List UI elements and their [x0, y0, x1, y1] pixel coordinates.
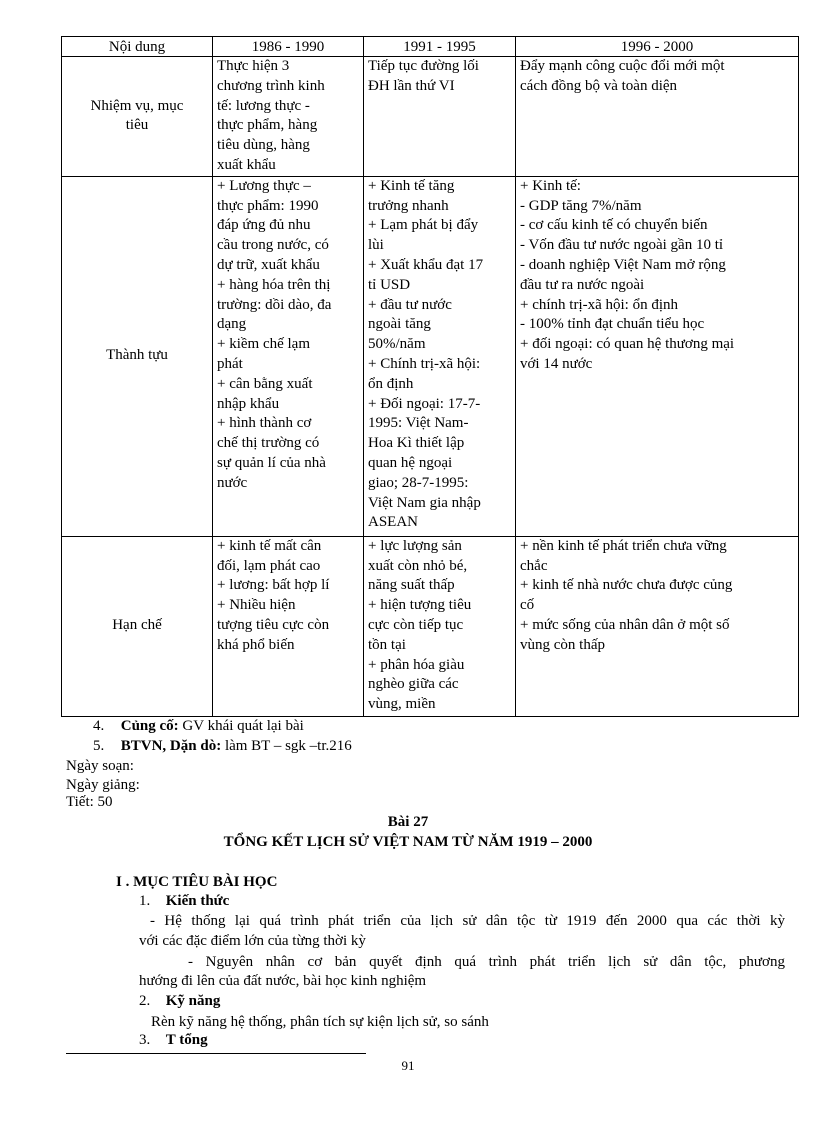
cell-list — [213, 57, 364, 177]
cell-line: vùng, miền — [368, 696, 436, 713]
header-cell: 1986 - 1990 — [213, 37, 364, 57]
subheading-ky-nang — [139, 993, 220, 1010]
cell-line: tiêu dùng, hàng — [217, 137, 310, 154]
cell-line: phát — [217, 355, 243, 372]
row-label-line: Nhiệm vụ, mục — [90, 97, 184, 114]
cell-list — [516, 57, 799, 177]
cell-line: ĐH lần thứ VI — [368, 77, 455, 94]
cell-line: + đầu tư nước — [368, 296, 452, 313]
cell-line: lùi — [368, 237, 384, 254]
ngay-soan: Ngày soạn: — [66, 758, 134, 774]
table-header-row — [62, 37, 799, 57]
item-bold-label: Củng cố: — [120, 718, 179, 734]
cell-line: thực phẩm, hàng — [217, 117, 318, 134]
table-row-thanh-tuu — [62, 176, 799, 536]
page-number: 91 — [401, 1058, 415, 1073]
cell-list — [516, 536, 799, 716]
cell-line: nghèo giữa các — [368, 676, 459, 693]
row-label-line: tiêu — [125, 117, 149, 134]
item-text: làm BT – sgk –tr.216 — [221, 738, 352, 754]
cell-line: + phân hóa giàu — [368, 656, 465, 673]
cell-line: nước — [217, 474, 248, 491]
cell-line: chế thị trường có — [217, 435, 320, 452]
row-label-nhiem-vu — [62, 57, 213, 177]
cell-line: xuất còn nhỏ bé, — [368, 557, 468, 574]
lesson-title: TỔNG KẾT LỊCH SỬ VIỆT NAM TỪ NĂM 1919 – 2000 — [223, 834, 593, 850]
cell-list — [516, 176, 799, 536]
cell-line: thực phẩm: 1990 — [217, 197, 319, 214]
cell-line: 1995: Việt Nam- — [368, 415, 469, 432]
cell-line: + hàng hóa trên thị — [217, 276, 331, 293]
list-item-4 — [93, 718, 304, 735]
paragraph-line: - Hệ thống lại quá trình phát triển của lịch sử dân tộc từ 1919 đến 2000 qua các thời kỳ — [150, 913, 785, 929]
cell-line: đối, lạm phát cao — [217, 557, 321, 574]
cell-line: ngoài tăng — [368, 316, 431, 333]
cell-line: + Lương thực – — [217, 177, 311, 194]
cell-line: tỉ USD — [368, 276, 411, 293]
cell-line: khá phổ biến — [217, 636, 295, 653]
tiet: Tiết: 50 — [66, 794, 113, 810]
cell-line: + Lạm phát bị đẩy — [368, 217, 479, 234]
item-text: GV khái quát lại bài — [178, 718, 304, 734]
cell-line: năng suất thấp — [368, 577, 455, 594]
cell-line: 50%/năm — [368, 336, 426, 353]
cell-list — [213, 176, 364, 536]
sub-number: 3. — [139, 1032, 151, 1048]
cell-line: + chính trị-xã hội: ổn định — [520, 296, 679, 313]
cell-line: Thực hiện 3 — [217, 58, 290, 74]
cell-line: xuất khẩu — [217, 156, 276, 173]
cell-line: giao; 28-7-1995: — [368, 474, 469, 491]
cell-line: cực còn tiếp tục — [368, 616, 464, 633]
cell-line: chương trình kinh — [217, 77, 325, 94]
cell-line: + kiềm chế lạm — [217, 336, 311, 353]
section-heading: I . MỤC TIÊU BÀI HỌC — [116, 874, 278, 890]
summary-table — [61, 36, 799, 717]
cell-line: Đẩy mạnh công cuộc đổi mới một — [520, 58, 725, 74]
paragraph-line: với các đặc điểm lớn của từng thời kỳ — [139, 933, 366, 949]
cell-line: + hiện tượng tiêu — [368, 597, 472, 614]
cell-line: + lương: bất hợp lí — [217, 577, 330, 594]
sub-number: 2. — [139, 993, 151, 1009]
cell-line: vùng còn thấp — [520, 636, 605, 653]
subheading-thai-do — [139, 1032, 208, 1049]
cell-line: Việt Nam gia nhập — [368, 494, 481, 511]
cell-line: ổn định — [368, 375, 414, 392]
cell-line: đáp ứng đủ nhu — [217, 217, 311, 234]
cell-line: + Kinh tế: — [520, 177, 581, 194]
cell-line: - doanh nghiệp Việt Nam mở rộng — [520, 256, 726, 273]
cell-line: đầu tư ra nước ngoài — [520, 276, 645, 293]
cell-line: với 14 nước — [520, 355, 593, 372]
cell-line: - 100% tỉnh đạt chuẩn tiểu học — [520, 316, 705, 333]
row-label-thanh-tuu: Thành tựu — [62, 176, 213, 536]
cell-line: + lực lượng sản — [368, 537, 462, 554]
cell-line: Hoa Kì thiết lập — [368, 435, 465, 452]
table-row-han-che — [62, 536, 799, 716]
cell-line: trưởng nhanh — [368, 197, 449, 214]
cell-line: + nền kinh tế phát triển chưa vững — [520, 537, 727, 554]
cell-line: quan hệ ngoại — [368, 454, 453, 471]
cell-line: + Chính trị-xã hội: — [368, 355, 481, 372]
cell-list — [364, 536, 516, 716]
cell-list — [364, 176, 516, 536]
item-bold-label: BTVN, Dặn dò: — [120, 738, 222, 754]
cell-line: tế: lương thực - — [217, 97, 310, 114]
header-cell: 1996 - 2000 — [516, 37, 799, 57]
cell-line: + hình thành cơ — [217, 415, 312, 432]
cell-line: + Xuất khẩu đạt 17 — [368, 256, 484, 273]
cell-list — [364, 57, 516, 177]
cell-line: - cơ cấu kinh tế có chuyển biến — [520, 217, 708, 234]
cell-line: nhập khẩu — [217, 395, 280, 412]
cell-line: + cân bằng xuất — [217, 375, 313, 392]
cell-line: + mức sống của nhân dân ở một số — [520, 616, 730, 633]
paragraph-line: - Nguyên nhân cơ bản quyết định quá trình phát triển lịch sử dân tộc, phương — [188, 954, 785, 970]
lesson-number: Bài 27 — [387, 814, 429, 830]
cell-list — [213, 536, 364, 716]
sub-label: Kỹ năng — [165, 993, 221, 1009]
cell-line: + kinh tế nhà nước chưa được củng — [520, 577, 733, 594]
footnote-rule — [66, 1053, 366, 1054]
cell-line: + Đối ngoại: 17-7- — [368, 395, 481, 412]
cell-line: cầu trong nước, có — [217, 237, 329, 254]
sub-label: T tổng — [165, 1032, 208, 1048]
sub-label: Kiến thức — [165, 893, 230, 909]
item-number: 5. — [93, 738, 105, 754]
cell-line: sự quản lí của nhà — [217, 454, 326, 471]
cell-line: dạng — [217, 316, 247, 333]
list-item-5 — [93, 738, 352, 755]
row-label-han-che: Hạn chế — [62, 536, 213, 716]
table-row-nhiem-vu — [62, 57, 799, 177]
ngay-giang: Ngày giảng: — [66, 777, 140, 793]
paragraph-line: hướng đi lên của đất nước, bài học kinh nghiệm — [139, 973, 427, 989]
header-cell: 1991 - 1995 — [364, 37, 516, 57]
cell-line: chắc — [520, 557, 548, 574]
header-cell: Nội dung — [62, 37, 213, 57]
cell-line: trường: dồi dào, đa — [217, 296, 332, 313]
cell-line: + Kinh tế tăng — [368, 177, 455, 194]
cell-line: cách đồng bộ và toàn diện — [520, 77, 678, 94]
cell-line: cố — [520, 597, 535, 614]
cell-line: - Vốn đầu tư nước ngoài gần 10 tỉ — [520, 237, 724, 254]
subheading-kien-thuc — [139, 893, 229, 910]
cell-line: dự trữ, xuất khẩu — [217, 256, 320, 273]
cell-line: + kinh tế mất cân — [217, 537, 322, 554]
cell-line: - GDP tăng 7%/năm — [520, 197, 642, 214]
cell-line: + Nhiều hiện — [217, 597, 296, 614]
cell-line: ASEAN — [368, 514, 419, 531]
cell-line: tượng tiêu cực còn — [217, 616, 330, 633]
cell-line: Tiếp tục đường lối — [368, 58, 479, 74]
item-number: 4. — [93, 718, 105, 734]
cell-line: + đối ngoại: có quan hệ thương mại — [520, 336, 735, 353]
paragraph-line: Rèn kỹ năng hệ thống, phân tích sự kiện lịch sử, so sánh — [151, 1014, 489, 1030]
sub-number: 1. — [139, 893, 151, 909]
cell-line: tồn tại — [368, 636, 406, 653]
